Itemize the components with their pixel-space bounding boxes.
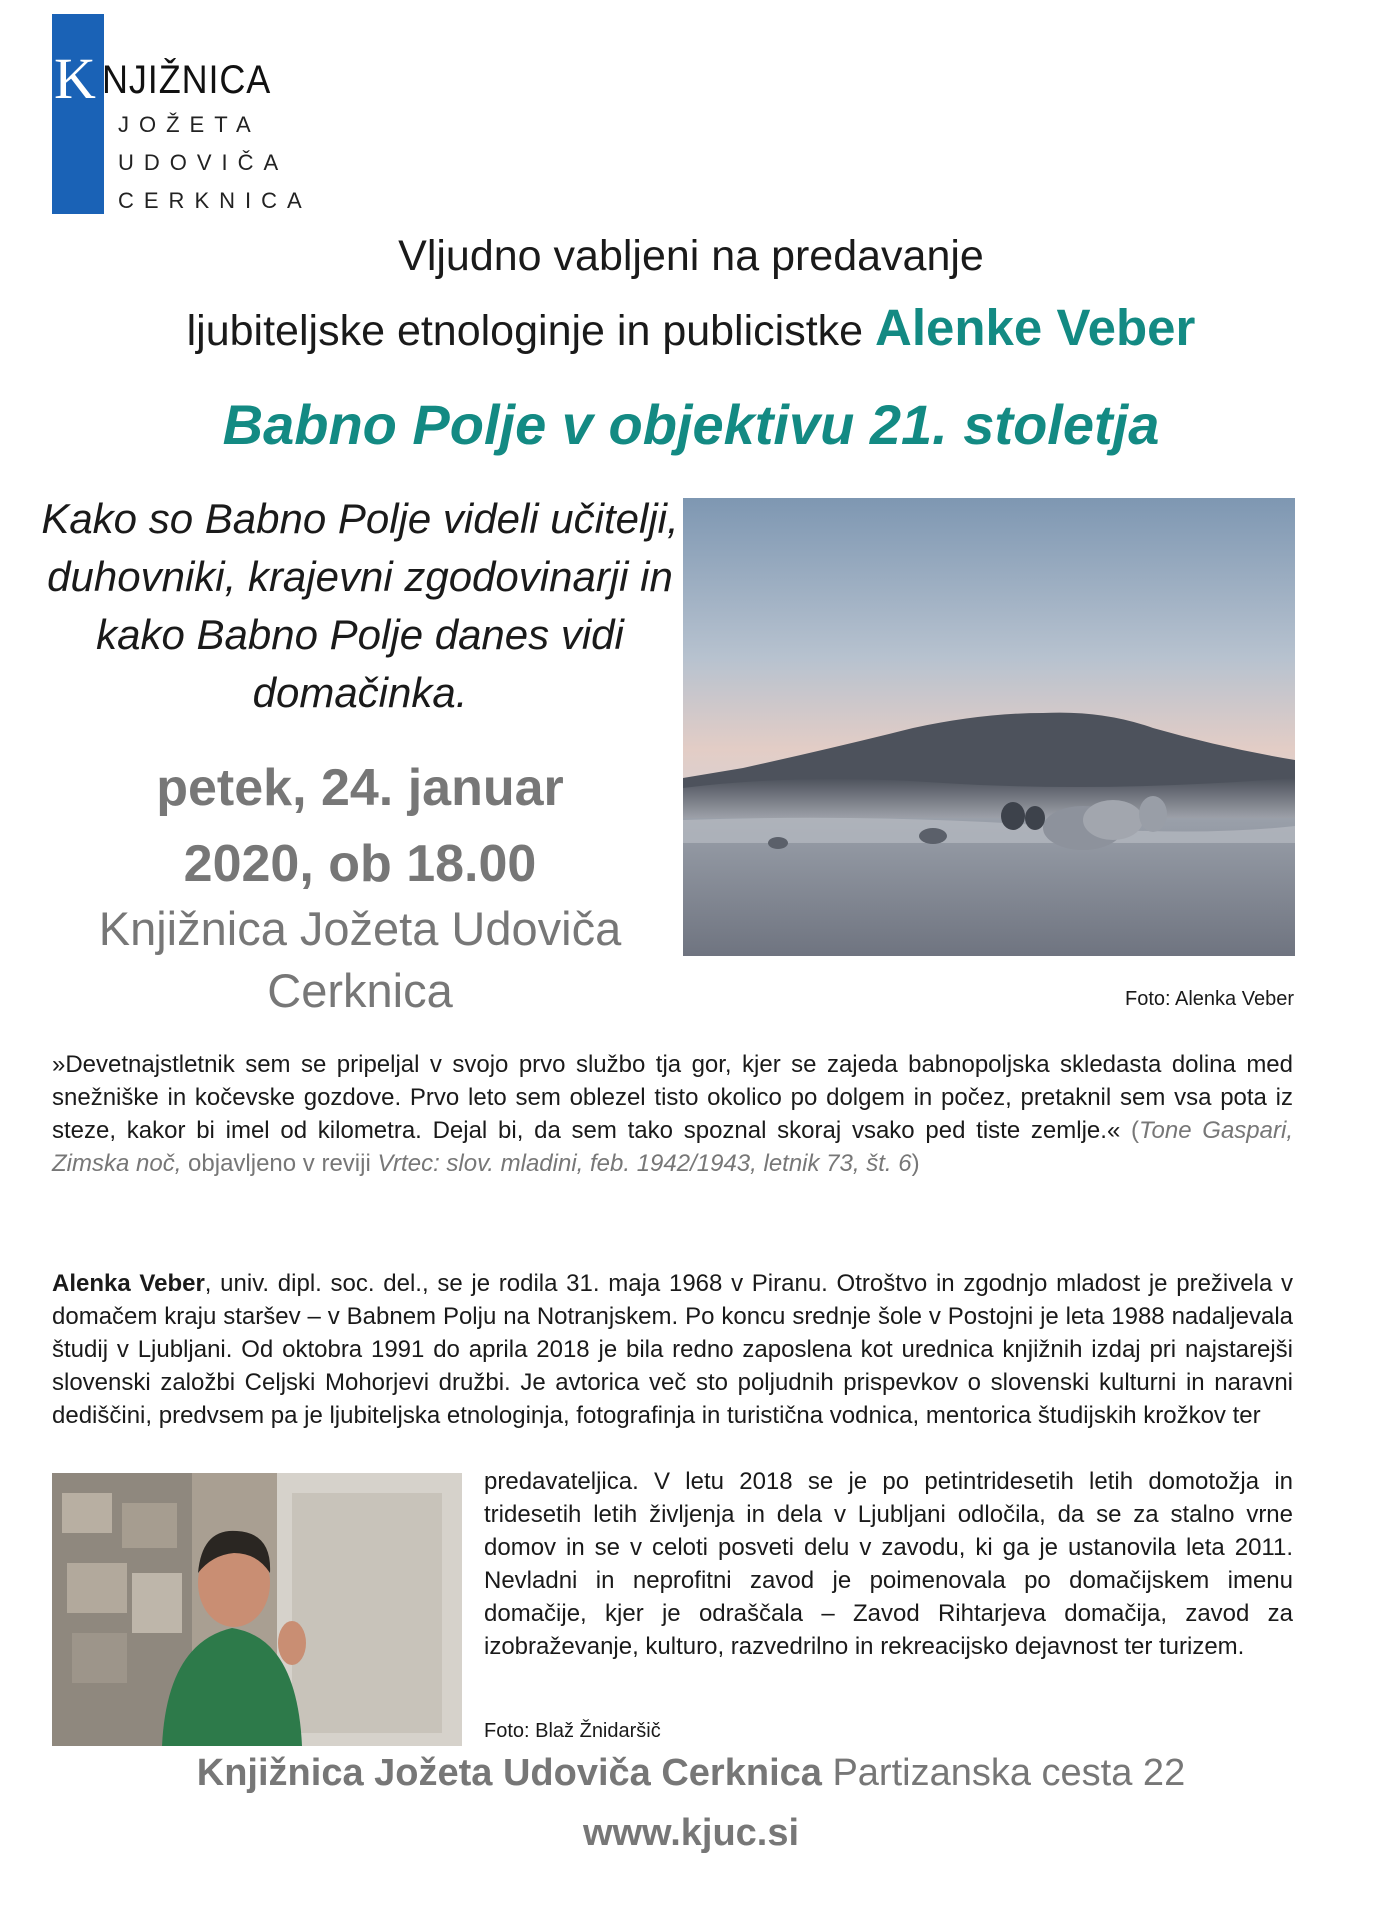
footer-address [0,1752,1382,1795]
quote-source-mid: objavljeno v reviji [188,1150,371,1177]
logo-wordmark: NJIŽNICA [102,58,272,102]
quote-source-close: ) [911,1150,920,1177]
event-venue-line-2: Cerknica [267,964,453,1017]
invitation-line-1: Vljudno vabljeni na predavanje [398,232,984,280]
event-date-line-2: 2020, ob 18.00 [183,835,537,893]
photo-credit-landscape: Foto: Alenka Veber [1124,988,1294,1010]
photo-credit-portrait: Foto: Blaž Žnidaršič [484,1720,661,1742]
event-date [40,750,680,902]
event-date-line-1: petek, 24. januar [156,759,564,817]
bio-paragraph-rest: predavateljica. V letu 2018 se je po petintridesetih letih domotožja in tridesetih letih življenja in dela v Ljubljani odločila, da se za stalno vrne domov in se v celoti posveti delu v zavodu, ki ga je ustanovila leta 2011. Nevladni in neprofitni zavod je poimenovala po domačijskem imenu domačije, kjer je odraščala – Zavod Rihtarjeva domačija, zavod za izobraževanje, kulturo, razvedrilno in rekreacijsko dejavnost ter turizem. [484,1468,1293,1660]
landscape-photo [683,498,1295,956]
logo-blue-bar [52,14,104,214]
quote-source-author: Tone Gaspari, Zimska noč, [52,1117,1293,1177]
logo-line-2: UDOVIČA [118,150,289,175]
logo-line-1: JOŽETA [118,112,261,137]
quote-block [52,1048,1293,1180]
footer-website-link[interactable]: www.kjuc.si [582,1812,800,1854]
invitation-prefix: ljubiteljske etnologinje in publicistke [186,307,864,355]
bio-paragraph-top [52,1267,1293,1432]
lecture-title: Babno Polje v objektivu 21. stoletja [222,393,1160,456]
footer-library-name: Knjižnica Jožeta Udoviča Cerknica [196,1752,822,1794]
library-logo [52,14,312,214]
quote-source-open: ( [1131,1117,1140,1144]
bio-text-top: , univ. dipl. soc. del., se je rodila 31. maja 1968 v Piranu. Otroštvo in zgodnjo mladost je preživela v domačem kraju staršev – v Babnem Polju na Notranjskem. Po koncu srednje šole v Postojni je leta 1988 nadaljevala študij v Ljubljani. Od oktobra 1991 do aprila 2018 je bila redno zaposlena kot urednica knjižnih izdaj pri najstarejši slovenski založbi Celjski Mohorjevi družbi. Je avtorica več sto poljudnih prispevkov o slovenski kulturni in naravni dediščini, predvsem pa je ljubiteljska etnologinja, fotografinja in turistična vodnica, mentorica študijskih krožkov ter [52,1270,1293,1429]
portrait-photo [52,1473,462,1746]
speaker-name: Alenke Veber [875,299,1196,356]
event-venue-line-1: Knjižnica Jožeta Udoviča [98,902,622,955]
footer-street: Partizanska cesta 22 [832,1752,1186,1794]
logo-line-3: CERKNICA [118,188,312,213]
logo-initial: K [54,46,96,111]
invitation-line-2 [0,298,1382,357]
event-venue [40,898,680,1022]
quote-source-journal: Vrtec: slov. mladini, feb. 1942/1943, letnik 73, št. 6 [377,1150,912,1177]
quote-text: »Devetnajstletnik sem se pripeljal v svojo prvo službo tja gor, kjer se zajeda babnopoljska skledasta dolina med snežniške in kočevske gozdove. Prvo leto sem oblezel tisto okolico po dolgem in počez, pretaknil sem vsa pota iz steze, kakor bi imel od kilometra. Dejal bi, da sem tako spoznal skoraj vsako ped tiste zemlje.« [52,1051,1293,1144]
lecture-intro: Kako so Babno Polje videli učitelji, duhovniki, krajevni zgodovinarji in kako Babno Polje danes vidi domačinka. [41,495,679,716]
bio-name: Alenka Veber [52,1270,205,1297]
